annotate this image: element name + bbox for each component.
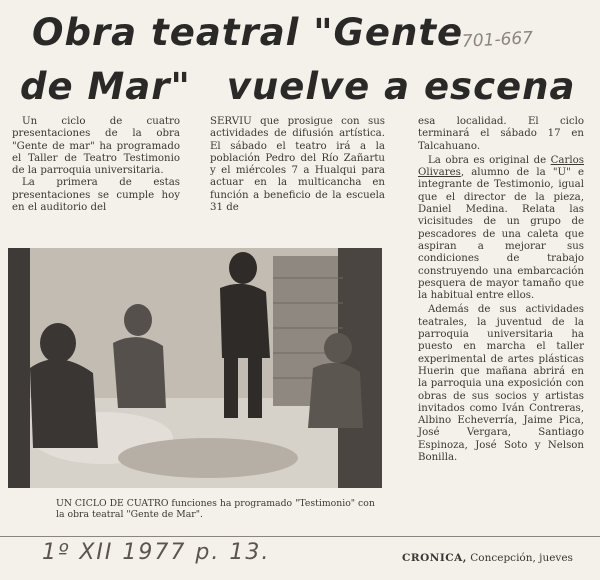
paragraph-text: , alumno de la "U" e integrante de Testimonio, igual que el director de la pieza, Daniel Medina. Relata las vicisitudes de un grupo de pescadores de una caleta que aspiran a mejorar sus condiciones de trabajo construyendo una embarcación pesquera de mayor tamaño que la habitual entre ellos. — [418, 167, 584, 302]
author-name: Carlos Olivares — [418, 154, 584, 179]
handwritten-date: 1º XII 1977 p. 13. — [42, 540, 271, 565]
article-column-3 — [418, 116, 584, 464]
paragraph-text: La obra es original de — [428, 154, 551, 166]
article-paragraph: Un ciclo de cuatro presentaciones de la obra "Gente de mar" ha programado el Taller de Teatro Testimonio de la parroquia universitaria. — [12, 116, 180, 177]
photo-caption: UN CICLO DE CUATRO funciones ha programado "Testimonio" con la obra teatral "Gente de Mar". — [56, 498, 375, 520]
article-column-1 — [12, 116, 180, 214]
source-line — [402, 552, 573, 564]
article-paragraph — [418, 155, 584, 303]
article-paragraph: La primera de estas presentaciones se cumple hoy en el auditorio del — [12, 177, 180, 214]
news-photo — [8, 248, 382, 488]
headline-line-1: Obra teatral "Gente — [32, 11, 464, 54]
headline-line-2-part-a: de Mar" — [20, 65, 191, 108]
article-column-2 — [210, 116, 385, 214]
article-paragraph: SERVIU que prosigue con sus actividades de difusión artística. El sábado el teatro irá a la población Pedro del Río Zañartu y el miércoles 7 a Hualqui para actuar en la multicancha en función a beneficio de la escuela 31 de — [210, 116, 385, 214]
newspaper-name: CRONICA, — [402, 552, 467, 564]
source-details: Concepción, jueves — [470, 552, 573, 564]
headline-line-2-part-b: vuelve a escena — [226, 65, 576, 108]
article-paragraph: Además de sus actividades teatrales, la juventud de la parroquia universitaria ha puesto en marcha el taller experimental de artes plásticas Huerin que mañana abrirá en la parroquia una exposición con obras de sus socios y artistas invitados como Iván Contreras, Albino Echeverría, Jaime Pica, José Vergara, Santiago Espinoza, José Soto y Nelson Bonilla. — [418, 304, 584, 464]
photo-illustration — [8, 248, 382, 488]
divider — [0, 536, 600, 537]
headline-line-2 — [20, 58, 575, 116]
archive-code: 701-667 — [461, 28, 534, 52]
article-paragraph: esa localidad. El ciclo terminará el sábado 17 en Talcahuano. — [418, 116, 584, 152]
